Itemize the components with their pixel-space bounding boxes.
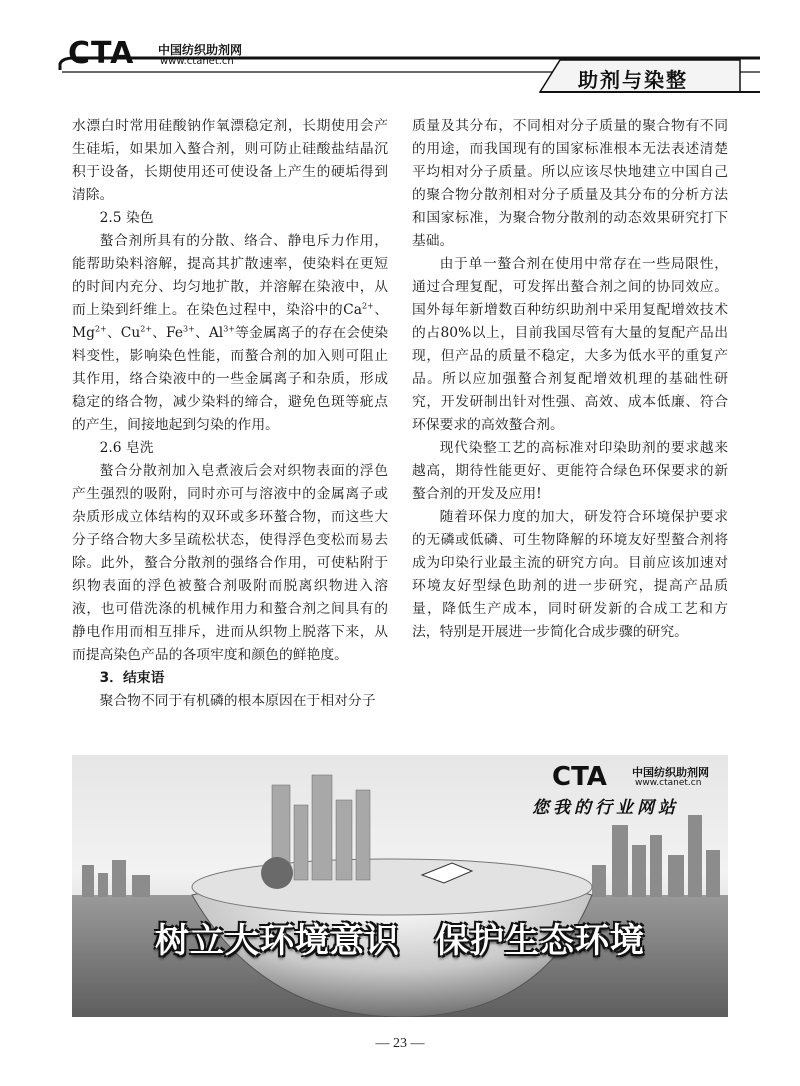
- superscript: 2+: [94, 324, 107, 334]
- separator: 、: [152, 325, 167, 341]
- page-number: — 23 —: [375, 1036, 425, 1051]
- text: Cu: [120, 325, 141, 341]
- paragraph: 聚合物不同于有机磷的根本原因在于相对分子: [99, 693, 376, 709]
- separator: 、: [194, 325, 209, 341]
- banner-logo-url: www.ctanet.cn: [635, 778, 702, 788]
- text: 等金属离子的存在会使染料变性，影响染色性能，而螯合剂的加入则可阻止其作用，络合染液中的一些金属离子和杂质，形成稳定的络合物，减少染料的缔合，避免色斑等疵点的产生，间接地起到匀染的作用。: [72, 325, 388, 433]
- banner-logo-cn: 中国纺织助剂网: [632, 766, 709, 779]
- page-header: [0, 0, 800, 100]
- section-title: 助剂与染整: [578, 68, 688, 92]
- section-heading-dyeing: 2.5 染色: [99, 210, 154, 226]
- paragraph: 质量及其分布，不同相对分子质量的聚合物有不同的用途，而我国现有的国家标准根本无法表述清楚平均相对分子质量。所以应该尽快地建立中国自己的聚合物分散剂相对分子质量及其分布的分析方法和国家标准，为聚合物分散剂的动态效果研究打下基础。: [412, 118, 728, 249]
- superscript: 2+: [361, 301, 374, 311]
- right-column: [412, 115, 728, 644]
- paragraph: 水漂白时常用硅酸钠作氧漂稳定剂，长期使用会产生硅垢，如果加入螯合剂，则可防止硅酸盐结晶沉积于设备，长期使用还可使设备上产生的硬垢得到清除。: [72, 118, 388, 203]
- paragraph: 现代染整工艺的高标准对印染助剂的要求越来越高，期待性能更好、更能符合绿色环保要求的新螯合剂的开发及应用!: [412, 440, 728, 502]
- paragraph: 随着环保力度的加大，研发符合环境保护要求的无磷或低磷、可生物降解的环境友好型螯合剂将成为印染行业最主流的研究方向。目前应该加速对环境友好型绿色助剂的进一步研究，提高产品质量，降低生产成本，同时研发新的合成工艺和方法，特别是开展进一步简化合成步骤的研究。: [412, 509, 728, 640]
- header-logo-cn: 中国纺织助剂网: [158, 43, 243, 57]
- section-heading-soaping: 2.6 皂洗: [99, 440, 154, 456]
- banner-logo: CTA: [552, 762, 607, 792]
- header-logo: CTA: [68, 36, 135, 71]
- paragraph: 由于单一螯合剂在使用中常存在一些局限性，通过合理复配，可发挥出螯合剂之间的协同效应。国外每年新增数百种纺织助剂中采用复配增效技术的占80%以上，目前我国尽管有大量的复配产品出现，但产品的质量不稳定，大多为低水平的重复产品。所以应加强螯合剂复配增效机理的基础性研究，开发研制出针对性强、高效、成本低廉、符合环保要求的高效螯合剂。: [412, 256, 728, 433]
- text: Al: [208, 325, 224, 341]
- section-heading-conclusion: 3．结束语: [99, 670, 165, 686]
- superscript: 2+: [140, 324, 153, 334]
- superscript: 3+: [183, 324, 195, 334]
- advertisement-banner: [72, 755, 728, 1017]
- left-column: [72, 115, 388, 713]
- text: Fe: [166, 325, 184, 341]
- separator: 、: [373, 302, 389, 318]
- text: 螯合剂所具有的分散、络合、静电斥力作用，能帮助染料溶解，提高其扩散速率，使染料在更短的时间内充分、均匀地扩散，并溶解在染液中，从而上染到纤维上。在染色过程中，染浴中的Ca: [72, 233, 388, 318]
- superscript: 3+: [223, 324, 236, 334]
- text: Mg: [72, 325, 95, 341]
- paragraph-soaping: 螯合分散剂加入皂煮液后会对织物表面的浮色产生强烈的吸附，同时亦可与溶液中的金属离子或杂质形成立体结构的双环或多环螯合物，而这些大分子络合物大多呈疏松状态，使得浮色变松而易去除。此外，螯合分散剂的强络合作用，可使粘附于织物表面的浮色被螯合剂吸附而脱离织物进入溶液，也可借洗涤的机械作用力和螯合剂之间具有的静电作用而相互排斥，进而从织物上脱落下来，从而提高染色产品的各项牢度和颜色的鲜艳度。: [72, 463, 388, 663]
- banner-slogan: 您我的行业网站: [532, 798, 679, 818]
- banner-headline: 树立大环境意识 保护生态环境: [155, 921, 645, 961]
- header-logo-url: www.ctanet.cn: [160, 56, 234, 67]
- paragraph-dyeing: [72, 230, 388, 437]
- separator: 、: [106, 325, 121, 341]
